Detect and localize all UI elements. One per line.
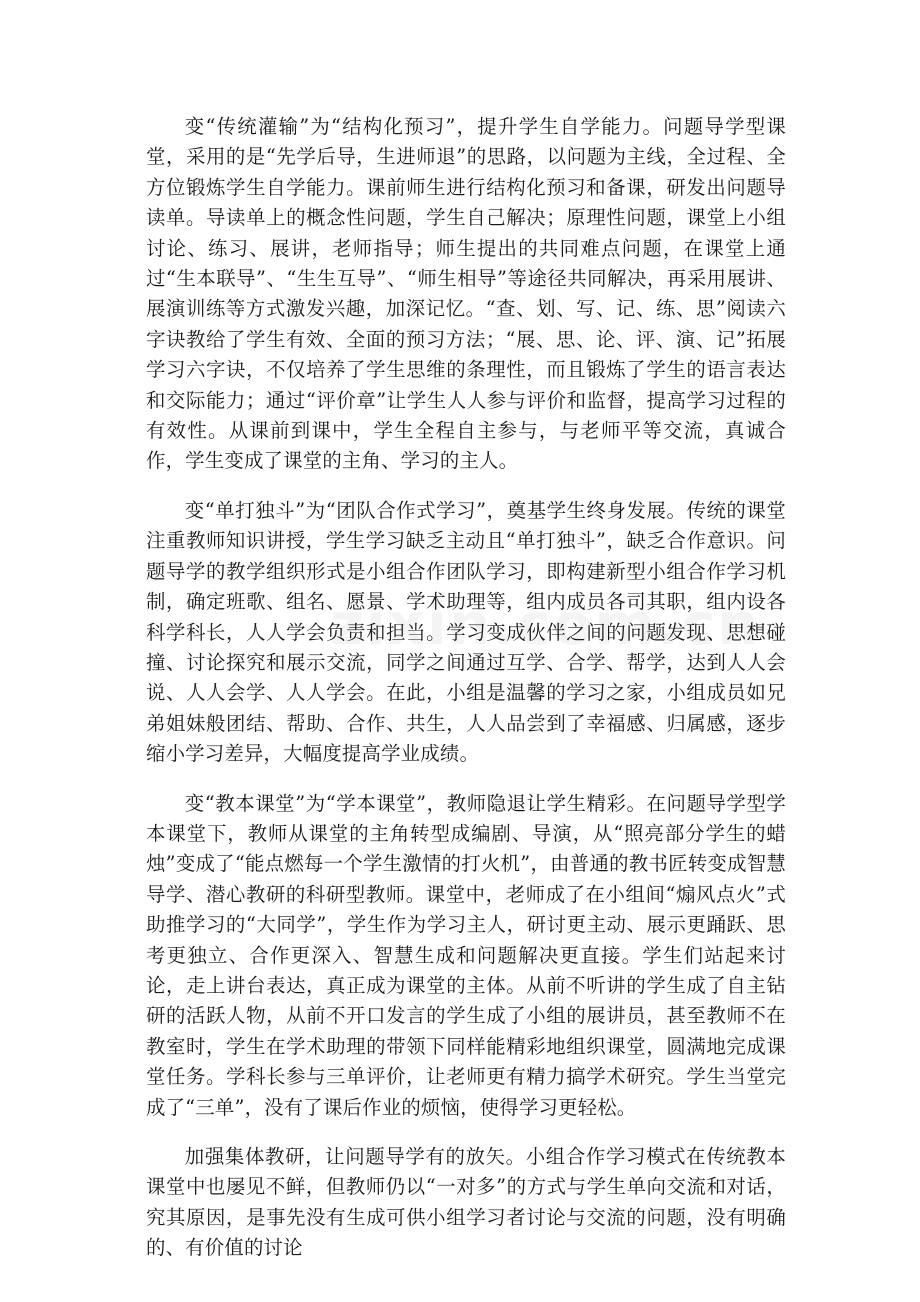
paragraph: 变“单打独斗”为“团队合作式学习”，奠基学生终身发展。传统的课堂注重教师知识讲授，学生学习缺乏主动且“单打独斗”，缺乏合作意识。问题导学的教学组织形式是小组合作团队学习，即构建新型小组合作学习机制，确定班歌、组名、愿景、学术助理等，组内成员各司其职，组内设各科学科长，人人学会负责和担当。学习变成伙伴之间的问题发现、思想碰撞、讨论探究和展示交流，同学之间通过互学、合学、帮学，达到人人会说、人人会学、人人学会。在此，小组是温馨的学习之家，小组成员如兄弟姐妹般团结、帮助、合作、共生，人人品尝到了幸福感、归属感，逐步缩小学习差异，大幅度提高学业成绩。 [146,498,786,766]
paragraph: 加强集体教研，让问题导学有的放矢。小组合作学习模式在传统教本课堂中也屡见不鲜，但教师仍以“一对多”的方式与学生单向交流和对话，究其原因，是事先没有生成可供小组学习者讨论与交流的问题，没有明确的、有价值的讨论 [146,1145,786,1260]
document-body [146,112,786,1264]
paragraph: 变“传统灌输”为“结构化预习”，提升学生自学能力。问题导学型课堂，采用的是“先学后导，生进师退”的思路，以问题为主线，全过程、全方位锻炼学生自学能力。课前师生进行结构化预习和备课，研发出问题导读单。导读单上的概念性问题，学生自己解决；原理性问题，课堂上小组讨论、练习、展讲，老师指导；师生提出的共同难点问题，在课堂上通过“生本联导”、“生生互导”、“师生相导”等途径共同解决，再采用展讲、展演训练等方式激发兴趣，加深记忆。“查、划、写、记、练、思”阅读六字诀教给了学生有效、全面的预习方法；“展、思、论、评、演、记”拓展学习六字诀，不仅培养了学生思维的条理性，而且锻炼了学生的语言表达和交际能力；通过“评价章”让学生人人参与评价和监督，提高学习过程的有效性。从课前到课中，学生全程自主参与，与老师平等交流，真诚合作，学生变成了课堂的主角、学习的主人。 [146,115,786,473]
paragraph: 变“教本课堂”为“学本课堂”，教师隐退让学生精彩。在问题导学型学本课堂下，教师从课堂的主角转型成编剧、导演，从“照亮部分学生的蜡烛”变成了“能点燃每一个学生激情的打火机”，由普通的教书匠转变成智慧导学、潜心教研的科研型教师。课堂中，老师成了在小组间“煽风点火”式助推学习的“大同学”，学生作为学习主人，研讨更主动、展示更踊跃、思考更独立、合作更深入、智慧生成和问题解决更直接。学生们站起来讨论，走上讲台表达，真正成为课堂的主体。从前不听讲的学生成了自主钻研的活跃人物，从前不开口发言的学生成了小组的展讲员，甚至教师不在教室时，学生在学术助理的带领下同样能精彩地组织课堂，圆满地完成课堂任务。学科长参与三单评价，让老师更有精力搞学术研究。学生当堂完成了“三单”，没有了课后作业的烦恼，使得学习更轻松。 [146,791,786,1119]
